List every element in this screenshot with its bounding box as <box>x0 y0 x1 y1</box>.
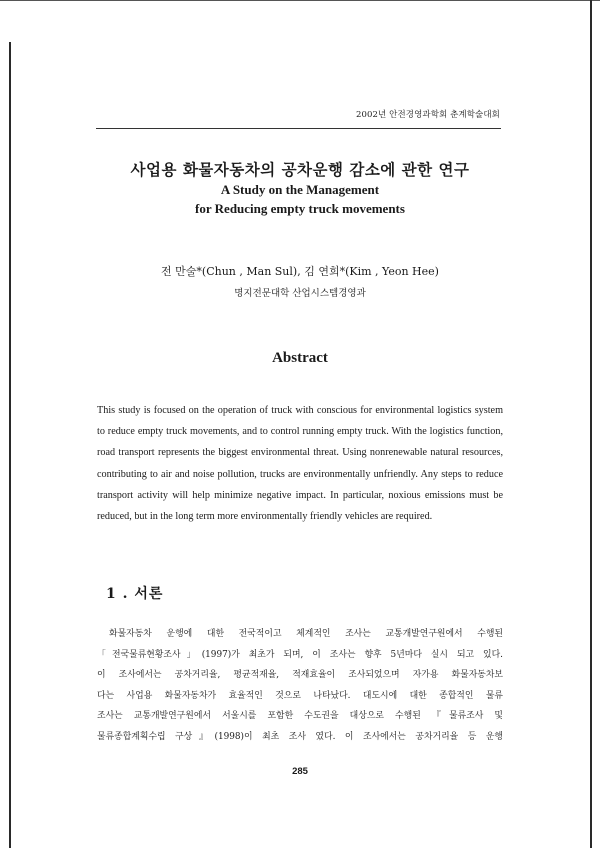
abstract-body: This study is focused on the operation of truck with conscious for environmental logistics system to reduce empty truck movements, and to control running empty truck. With the logistics function, road transport represents the biggest environmental threat. Using nonrenewable natural resources, contributing to air and noise pollution, trucks are environmentally unfriendly. Any steps to reduce transport activity will help minimize negative impact. In particular, noxious emissions must be reduced, but in the long term more environmentally friendly vehicles are required. <box>97 405 503 523</box>
body-line: 화물자동차 운행에 대한 전국적이고 체계적인 조사는 교통개발연구원에서 수행된 <box>109 629 503 639</box>
scan-border-right <box>590 0 592 848</box>
body-line: 물류종합계획수립 구상』(1998)이 최초 조사 였다. 이 조사에서는 공차거리율 등 운행 <box>97 731 503 742</box>
scan-border-top <box>0 0 600 1</box>
section-heading: 1 . 서론 <box>106 586 164 602</box>
author-affiliation: 명지전문대학 산업시스템경영과 <box>234 288 366 299</box>
title-korean: 사업용 화물자동차의 공차운행 감소에 관한 연구 <box>130 160 470 179</box>
section-body <box>97 624 503 748</box>
body-line: 다는 사업용 화물자동차가 효율적인 것으로 나타났다. 대도시에 대한 종합적인 물류 <box>97 690 503 701</box>
body-line: 조사는 교통개발연구원에서 서울시를 포함한 수도권을 대상으로 수행된 『물류조사 및 <box>97 711 503 722</box>
header-rule <box>96 128 501 129</box>
body-line: 「전국물류현황조사」(1997)가 최초가 되며, 이 조사는 향후 5년마다 실시 되고 있다. <box>97 649 503 660</box>
body-line: 이 조사에서는 공차거리율, 평균적재율, 적재효율이 조사되었으며 자가용 화물자동차보 <box>97 670 503 681</box>
page-number: 285 <box>292 766 308 777</box>
title-english-line1: A Study on the Management <box>220 182 380 197</box>
author-names: 전 만술*(Chun , Man Sul), 김 연희*(Kim , Yeon Hee) <box>161 265 439 278</box>
abstract-heading: Abstract <box>272 350 328 366</box>
running-header: 2002년 안전경영과학회 춘계학술대회 <box>356 110 500 120</box>
title-english-line2: for Reducing empty truck movements <box>195 201 405 216</box>
